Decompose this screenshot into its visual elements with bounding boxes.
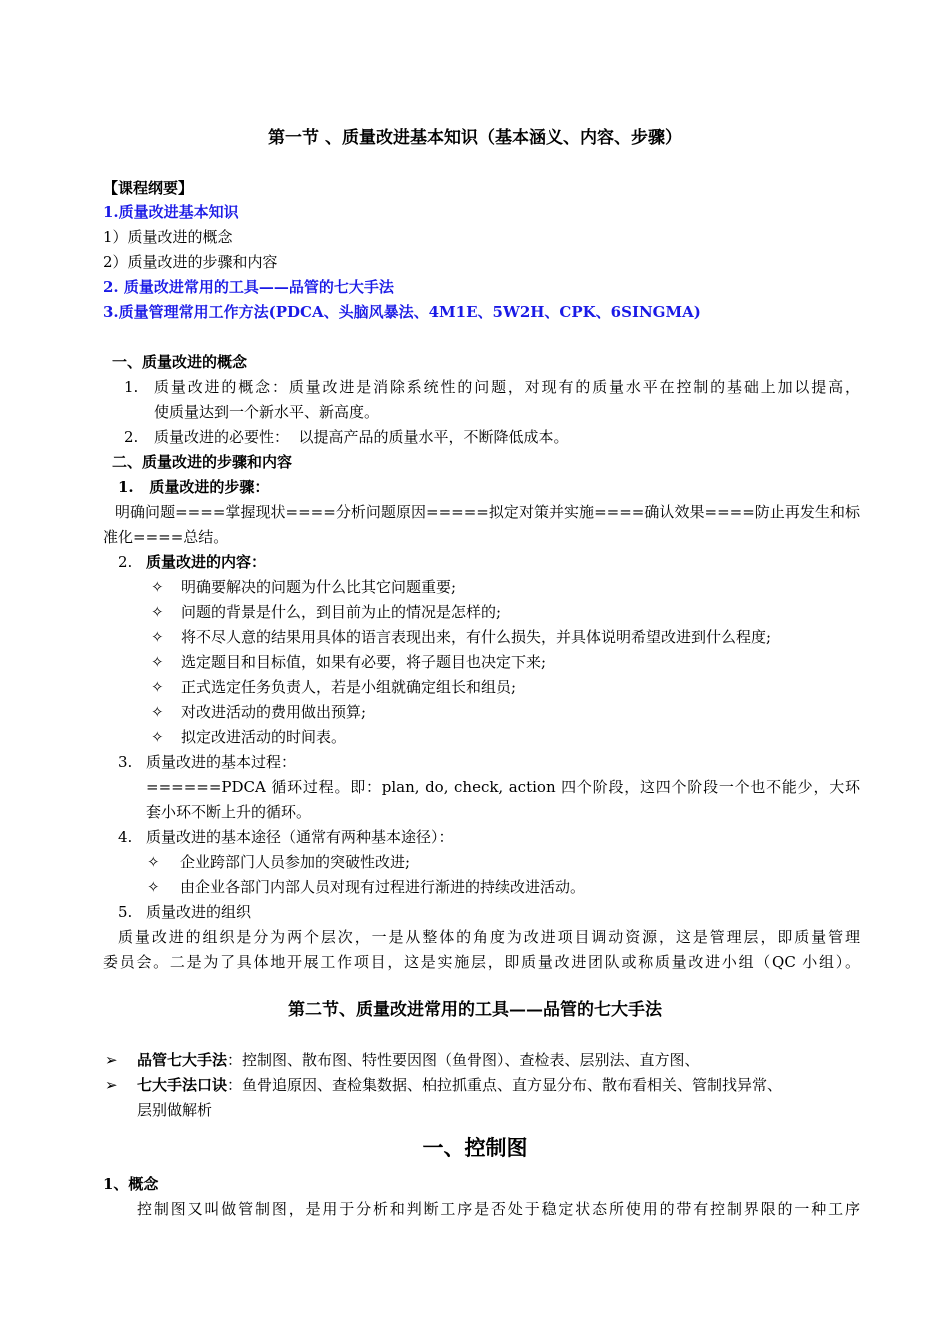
content-heading: 质量改进的内容： bbox=[146, 553, 267, 571]
arrow-bullet-icon: ➢ bbox=[105, 1051, 118, 1069]
steps-line1: 明确问题====掌握现状====分析问题原因=====拟定对策并实施====确认效果====防止再发生和标 bbox=[115, 503, 860, 521]
list-item: ✧ 选定题目和目标值，如果有必要，将子题目也决定下来; bbox=[151, 653, 547, 671]
page-title: 第一节 、质量改进基本知识（基本涵义、内容、步骤） bbox=[268, 128, 682, 148]
bullet-icon: ✧ bbox=[151, 703, 164, 721]
bullet-icon: ✧ bbox=[147, 878, 160, 896]
organization-line2: 委员会。二是为了具体地开展工作项目，这是实施层，即质量改进团队或称质量改进小组（QC 小组）。 bbox=[103, 953, 860, 971]
arrow-bullet-icon: ➢ bbox=[105, 1076, 118, 1094]
process-line2: 套小环不断上升的循环。 bbox=[146, 803, 312, 821]
list-item: ✧ 由企业各部门内部人员对现有过程进行渐进的持续改进活动。 bbox=[147, 878, 586, 896]
list-number: 3. bbox=[118, 753, 133, 771]
process-line1: ======PDCA 循环过程。即：plan, do, check, action 四个阶段，这四个阶段一个也不能少，大环 bbox=[146, 778, 860, 796]
approach-heading: 质量改进的基本途径（通常有两种基本途径）： bbox=[146, 828, 454, 846]
bullet-icon: ✧ bbox=[147, 853, 160, 871]
list-item: ✧ 对改进活动的费用做出预算; bbox=[151, 703, 367, 721]
organization-heading: 质量改进的组织 bbox=[146, 903, 252, 921]
concept-heading: 1、概念 bbox=[103, 1175, 159, 1193]
list-number: 5. bbox=[118, 903, 133, 921]
bullet-icon: ✧ bbox=[151, 578, 164, 596]
bullet-icon: ✧ bbox=[151, 678, 164, 696]
mnemonic-line2: 层别做解析 bbox=[137, 1101, 213, 1119]
section2-title: 第二节、质量改进常用的工具——品管的七大手法 bbox=[288, 1000, 662, 1020]
concept-paragraph-line1: 质量改进的概念：质量改进是消除系统性的问题，对现有的质量水平在控制的基础上加以提高， bbox=[154, 378, 860, 396]
control-chart-title: 一、控制图 bbox=[422, 1135, 528, 1160]
list-item: ➢ 七大手法口诀：鱼骨追原因、查检集数据、柏拉抓重点、直方显分布、散布看相关、管制找异常、 bbox=[105, 1076, 783, 1094]
list-item: ✧ 拟定改进活动的时间表。 bbox=[151, 728, 347, 746]
concept-text-line1: 控制图又叫做管制图，是用于分析和判断工序是否处于稳定状态所使用的带有控制界限的一种工序 bbox=[137, 1200, 860, 1218]
organization-line1: 质量改进的组织是分为两个层次，一是从整体的角度为改进项目调动资源，这是管理层，即质量管理 bbox=[118, 928, 860, 946]
bullet-icon: ✧ bbox=[151, 653, 164, 671]
section-heading-steps: 二、质量改进的步骤和内容 bbox=[112, 453, 293, 471]
bullet-icon: ✧ bbox=[151, 603, 164, 621]
outline-item-1b: 2）质量改进的步骤和内容 bbox=[103, 253, 278, 271]
list-number: 4. bbox=[118, 828, 133, 846]
outline-heading: 【课程纲要】 bbox=[103, 179, 194, 197]
bullet-icon: ✧ bbox=[151, 628, 164, 646]
outline-item-3: 3.质量管理常用工作方法(PDCA、头脑风暴法、4M1E、5W2H、CPK、6SINGMA) bbox=[103, 303, 701, 321]
list-number: 1. bbox=[124, 378, 139, 396]
list-number: 2. bbox=[118, 553, 133, 571]
outline-item-1a: 1）质量改进的概念 bbox=[103, 228, 233, 246]
list-item: ✧ 明确要解决的问题为什么比其它问题重要; bbox=[151, 578, 457, 596]
outline-item-2: 2. 质量改进常用的工具——品管的七大手法 bbox=[103, 278, 394, 296]
steps-line2: 准化====总结。 bbox=[103, 528, 229, 546]
process-heading: 质量改进的基本过程： bbox=[146, 753, 297, 771]
outline-item-1: 1.质量改进基本知识 bbox=[103, 203, 239, 221]
list-item: ✧ 将不尽人意的结果用具体的语言表现出来，有什么损失，并具体说明希望改进到什么程度; bbox=[151, 628, 772, 646]
section-heading-concept: 一、质量改进的概念 bbox=[112, 353, 248, 371]
necessity-paragraph: 质量改进的必要性： 以提高产品的质量水平，不断降低成本。 bbox=[154, 428, 569, 446]
list-item: ✧ 企业跨部门人员参加的突破性改进; bbox=[147, 853, 411, 871]
steps-heading: 1. 质量改进的步骤： bbox=[118, 478, 270, 496]
concept-paragraph-line2: 使质量达到一个新水平、新高度。 bbox=[154, 403, 380, 421]
list-number: 2. bbox=[124, 428, 139, 446]
list-item: ✧ 问题的背景是什么，到目前为止的情况是怎样的; bbox=[151, 603, 502, 621]
list-item: ➢ 品管七大手法：控制图、散布图、特性要因图（鱼骨图）、查检表、层别法、直方图、 bbox=[105, 1051, 700, 1069]
bullet-icon: ✧ bbox=[151, 728, 164, 746]
list-item: ✧ 正式选定任务负责人，若是小组就确定组长和组员; bbox=[151, 678, 517, 696]
